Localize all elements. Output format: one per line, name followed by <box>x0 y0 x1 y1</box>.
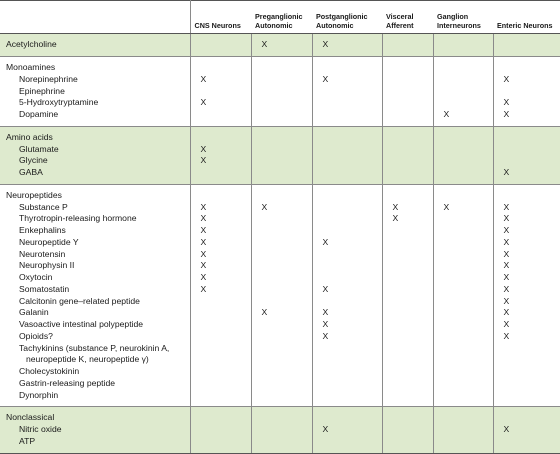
presence-mark: X <box>201 237 251 249</box>
presence-mark <box>444 424 493 436</box>
presence-mark <box>262 144 312 156</box>
presence-mark <box>444 319 493 331</box>
presence-mark <box>393 436 433 448</box>
substance-label: Oxytocin <box>6 272 190 284</box>
presence-mark: X <box>201 260 251 272</box>
group-title: Acetylcholine <box>6 34 190 54</box>
presence-mark <box>262 167 312 179</box>
presence-mark <box>262 354 312 366</box>
mark-cell <box>382 126 433 184</box>
column-header-text: Interneurons <box>437 21 493 30</box>
column-header <box>493 1 560 34</box>
group-row <box>0 184 560 407</box>
presence-mark <box>444 378 493 390</box>
presence-mark: X <box>504 213 560 225</box>
presence-mark <box>393 86 433 98</box>
substance-label: Nitric oxide <box>6 424 190 436</box>
presence-mark: X <box>504 331 560 343</box>
presence-mark: X <box>504 249 560 261</box>
substance-label: Neurotensin <box>6 249 190 261</box>
presence-mark <box>444 86 493 98</box>
presence-mark <box>262 132 312 144</box>
presence-mark <box>504 412 560 424</box>
header-row <box>0 1 560 34</box>
presence-mark: X <box>504 296 560 308</box>
presence-mark <box>323 296 382 308</box>
presence-mark <box>262 74 312 86</box>
presence-mark <box>393 132 433 144</box>
presence-mark <box>201 436 251 448</box>
presence-mark: X <box>323 74 382 86</box>
group-row <box>0 407 560 453</box>
presence-mark <box>393 237 433 249</box>
presence-mark <box>262 331 312 343</box>
column-header-text: Autonomic <box>316 21 382 30</box>
presence-mark <box>504 132 560 144</box>
presence-mark: X <box>444 109 493 121</box>
presence-mark <box>393 190 433 202</box>
substance-cell <box>0 184 190 407</box>
presence-mark <box>201 190 251 202</box>
substance-label: Galanin <box>6 307 190 319</box>
presence-mark <box>262 436 312 448</box>
presence-mark <box>262 319 312 331</box>
mark-cell <box>190 184 251 407</box>
presence-mark <box>323 109 382 121</box>
presence-mark <box>262 366 312 378</box>
column-header <box>433 1 493 34</box>
presence-mark <box>323 190 382 202</box>
presence-mark <box>393 307 433 319</box>
presence-mark <box>201 307 251 319</box>
presence-mark <box>444 97 493 109</box>
substance-label: Norepinephrine <box>6 74 190 86</box>
presence-mark <box>201 366 251 378</box>
presence-mark <box>504 354 560 366</box>
presence-mark <box>504 343 560 355</box>
presence-mark <box>444 190 493 202</box>
mark-cell <box>433 126 493 184</box>
presence-mark: X <box>504 424 560 436</box>
column-header-text: CNS Neurons <box>195 21 252 30</box>
presence-mark <box>393 272 433 284</box>
column-header-text: Autonomic <box>255 21 312 30</box>
presence-mark: X <box>504 319 560 331</box>
mark-cell <box>190 126 251 184</box>
substance-cell <box>0 57 190 127</box>
presence-mark <box>504 86 560 98</box>
substance-label: Glutamate <box>6 144 190 156</box>
presence-mark <box>323 97 382 109</box>
presence-mark: X <box>504 272 560 284</box>
mark-cell <box>312 126 382 184</box>
substance-label: Opioids? <box>6 331 190 343</box>
substance-label: Cholecystokinin <box>6 366 190 378</box>
presence-mark <box>262 412 312 424</box>
substance-label: Glycine <box>6 155 190 167</box>
substance-cell <box>0 407 190 453</box>
substance-label: Tachykinins (substance P, neurokinin A, <box>6 343 190 355</box>
presence-mark <box>323 132 382 144</box>
presence-mark <box>393 412 433 424</box>
presence-mark <box>262 213 312 225</box>
presence-mark <box>444 390 493 402</box>
presence-mark <box>201 167 251 179</box>
presence-mark <box>262 296 312 308</box>
presence-mark <box>262 249 312 261</box>
mark-cell <box>382 57 433 127</box>
presence-mark <box>262 237 312 249</box>
presence-mark <box>444 237 493 249</box>
presence-mark: X <box>262 202 312 214</box>
mark-cell <box>190 57 251 127</box>
presence-mark <box>444 167 493 179</box>
substance-label: Neuropeptide Y <box>6 237 190 249</box>
presence-mark <box>444 307 493 319</box>
group-row <box>0 57 560 127</box>
presence-mark <box>201 343 251 355</box>
header-corner <box>0 1 190 34</box>
substance-cell <box>0 126 190 184</box>
presence-mark <box>323 225 382 237</box>
column-header <box>251 1 312 34</box>
presence-mark: X <box>504 97 560 109</box>
mark-cell <box>493 126 560 184</box>
mark-cell <box>190 407 251 453</box>
mark-cell <box>382 407 433 453</box>
presence-mark <box>504 190 560 202</box>
mark-cell <box>493 34 560 57</box>
substance-cell <box>0 34 190 57</box>
presence-mark <box>323 366 382 378</box>
presence-mark <box>262 225 312 237</box>
presence-mark <box>393 343 433 355</box>
mark-cell <box>493 57 560 127</box>
presence-mark <box>262 109 312 121</box>
presence-mark <box>201 86 251 98</box>
mark-cell <box>312 57 382 127</box>
substance-label: Thyrotropin-releasing hormone <box>6 213 190 225</box>
presence-mark <box>444 155 493 167</box>
presence-mark <box>262 155 312 167</box>
presence-mark: X <box>323 331 382 343</box>
column-header-text: Preganglionic <box>255 12 312 21</box>
substance-label: 5-Hydroxytryptamine <box>6 97 190 109</box>
presence-mark <box>444 284 493 296</box>
presence-mark <box>262 86 312 98</box>
presence-mark: X <box>504 284 560 296</box>
mark-cell <box>382 34 433 57</box>
presence-mark <box>504 378 560 390</box>
mark-cell <box>382 184 433 407</box>
presence-mark <box>444 62 493 74</box>
presence-mark <box>504 390 560 402</box>
presence-mark: X <box>323 284 382 296</box>
presence-mark <box>323 144 382 156</box>
presence-mark <box>444 331 493 343</box>
column-header-text: Postganglionic <box>316 12 382 21</box>
presence-mark <box>393 144 433 156</box>
presence-mark <box>444 249 493 261</box>
presence-mark: X <box>504 260 560 272</box>
mark-cell <box>493 407 560 453</box>
presence-mark: X <box>504 225 560 237</box>
column-header-text: Ganglion <box>437 12 493 21</box>
presence-mark <box>504 155 560 167</box>
mark-cell <box>312 184 382 407</box>
column-header-text: Enteric Neurons <box>497 21 560 30</box>
presence-mark <box>444 225 493 237</box>
mark-cell <box>251 34 312 57</box>
presence-mark: X <box>504 202 560 214</box>
substance-label: Gastrin-releasing peptide <box>6 378 190 390</box>
presence-mark <box>393 331 433 343</box>
substance-label: Dopamine <box>6 109 190 121</box>
presence-mark <box>444 296 493 308</box>
presence-mark <box>262 284 312 296</box>
presence-mark <box>323 272 382 284</box>
presence-mark <box>323 354 382 366</box>
presence-mark <box>444 74 493 86</box>
column-header <box>190 1 251 34</box>
presence-mark <box>393 284 433 296</box>
presence-mark <box>323 412 382 424</box>
presence-mark <box>393 296 433 308</box>
column-header <box>312 1 382 34</box>
presence-mark <box>444 436 493 448</box>
presence-mark <box>323 213 382 225</box>
substance-label: Dynorphin <box>6 390 190 402</box>
presence-mark: X <box>323 237 382 249</box>
presence-mark <box>262 424 312 436</box>
presence-mark <box>393 62 433 74</box>
presence-mark: X <box>201 284 251 296</box>
presence-mark <box>504 144 560 156</box>
presence-mark <box>393 97 433 109</box>
presence-mark <box>262 260 312 272</box>
substance-label: Neurophysin II <box>6 260 190 272</box>
presence-mark <box>393 249 433 261</box>
column-header <box>382 1 433 34</box>
column-header-text: Afferent <box>386 21 433 30</box>
presence-mark <box>323 378 382 390</box>
presence-mark <box>262 62 312 74</box>
presence-mark <box>504 436 560 448</box>
presence-mark <box>393 225 433 237</box>
presence-mark <box>393 260 433 272</box>
presence-mark <box>323 167 382 179</box>
mark-cell <box>433 57 493 127</box>
presence-mark <box>393 167 433 179</box>
mark-cell <box>251 57 312 127</box>
presence-mark: X <box>504 237 560 249</box>
presence-mark: X <box>201 225 251 237</box>
presence-mark <box>393 319 433 331</box>
mark-cell <box>312 34 382 57</box>
substance-label: Epinephrine <box>6 86 190 98</box>
mark-cell <box>433 34 493 57</box>
presence-mark <box>393 354 433 366</box>
presence-mark: X <box>393 202 433 214</box>
substance-label: Somatostatin <box>6 284 190 296</box>
mark-cell <box>433 184 493 407</box>
presence-mark <box>201 296 251 308</box>
mark-cell <box>251 126 312 184</box>
presence-mark <box>262 390 312 402</box>
presence-mark <box>323 390 382 402</box>
presence-mark <box>323 436 382 448</box>
presence-mark <box>323 343 382 355</box>
presence-mark <box>262 343 312 355</box>
presence-mark <box>444 343 493 355</box>
presence-mark <box>504 366 560 378</box>
mark-cell <box>493 184 560 407</box>
presence-mark <box>201 412 251 424</box>
presence-mark <box>393 424 433 436</box>
presence-mark <box>393 390 433 402</box>
presence-mark <box>444 260 493 272</box>
presence-mark <box>201 390 251 402</box>
presence-mark <box>201 424 251 436</box>
presence-mark: X <box>201 272 251 284</box>
group-row <box>0 34 560 57</box>
group-row <box>0 126 560 184</box>
presence-mark: X <box>201 202 251 214</box>
presence-mark: X <box>323 319 382 331</box>
presence-mark: X <box>323 424 382 436</box>
mark-cell <box>251 184 312 407</box>
mark-cell <box>312 407 382 453</box>
presence-mark <box>393 109 433 121</box>
presence-mark <box>201 62 251 74</box>
presence-mark <box>262 97 312 109</box>
presence-mark <box>393 74 433 86</box>
substance-label: Enkephalins <box>6 225 190 237</box>
presence-mark: X <box>201 74 251 86</box>
presence-mark <box>323 86 382 98</box>
presence-mark <box>201 354 251 366</box>
presence-mark <box>444 354 493 366</box>
presence-mark: X <box>201 97 251 109</box>
presence-mark <box>444 213 493 225</box>
presence-mark <box>201 319 251 331</box>
substance-label: Substance P <box>6 202 190 214</box>
substance-label: Vasoactive intestinal polypeptide <box>6 319 190 331</box>
group-title: Neuropeptides <box>6 190 190 202</box>
table-body <box>0 34 560 454</box>
presence-mark <box>323 155 382 167</box>
group-title: Amino acids <box>6 132 190 144</box>
substance-label: ATP <box>6 436 190 448</box>
presence-mark: X <box>262 307 312 319</box>
presence-mark: X <box>444 202 493 214</box>
presence-mark <box>323 249 382 261</box>
presence-mark <box>393 366 433 378</box>
presence-mark <box>444 272 493 284</box>
presence-mark <box>393 378 433 390</box>
presence-mark: X <box>262 34 312 54</box>
presence-mark <box>323 260 382 272</box>
presence-mark: X <box>323 307 382 319</box>
presence-mark <box>201 132 251 144</box>
group-title: Nonclassical <box>6 412 190 424</box>
group-title: Monoamines <box>6 62 190 74</box>
substance-label: GABA <box>6 167 190 179</box>
presence-mark: X <box>201 249 251 261</box>
presence-mark <box>444 412 493 424</box>
mark-cell <box>433 407 493 453</box>
presence-mark: X <box>504 74 560 86</box>
presence-mark: X <box>504 167 560 179</box>
mark-cell <box>190 34 251 57</box>
presence-mark <box>444 366 493 378</box>
presence-mark <box>444 144 493 156</box>
substance-label: neuropeptide K, neuropeptide γ) <box>6 354 190 366</box>
presence-mark: X <box>393 213 433 225</box>
substance-label: Calcitonin gene–related peptide <box>6 296 190 308</box>
presence-mark: X <box>504 109 560 121</box>
presence-mark: X <box>201 155 251 167</box>
presence-mark <box>262 378 312 390</box>
presence-mark: X <box>201 213 251 225</box>
presence-mark <box>262 190 312 202</box>
presence-mark <box>504 62 560 74</box>
presence-mark: X <box>201 144 251 156</box>
presence-mark <box>444 132 493 144</box>
presence-mark <box>262 272 312 284</box>
presence-mark <box>323 202 382 214</box>
presence-mark <box>201 378 251 390</box>
presence-mark: X <box>504 307 560 319</box>
presence-mark <box>201 331 251 343</box>
presence-mark <box>393 155 433 167</box>
mark-cell <box>251 407 312 453</box>
column-header-text: Visceral <box>386 12 433 21</box>
presence-mark <box>201 109 251 121</box>
presence-mark <box>323 62 382 74</box>
presence-mark: X <box>323 34 382 54</box>
